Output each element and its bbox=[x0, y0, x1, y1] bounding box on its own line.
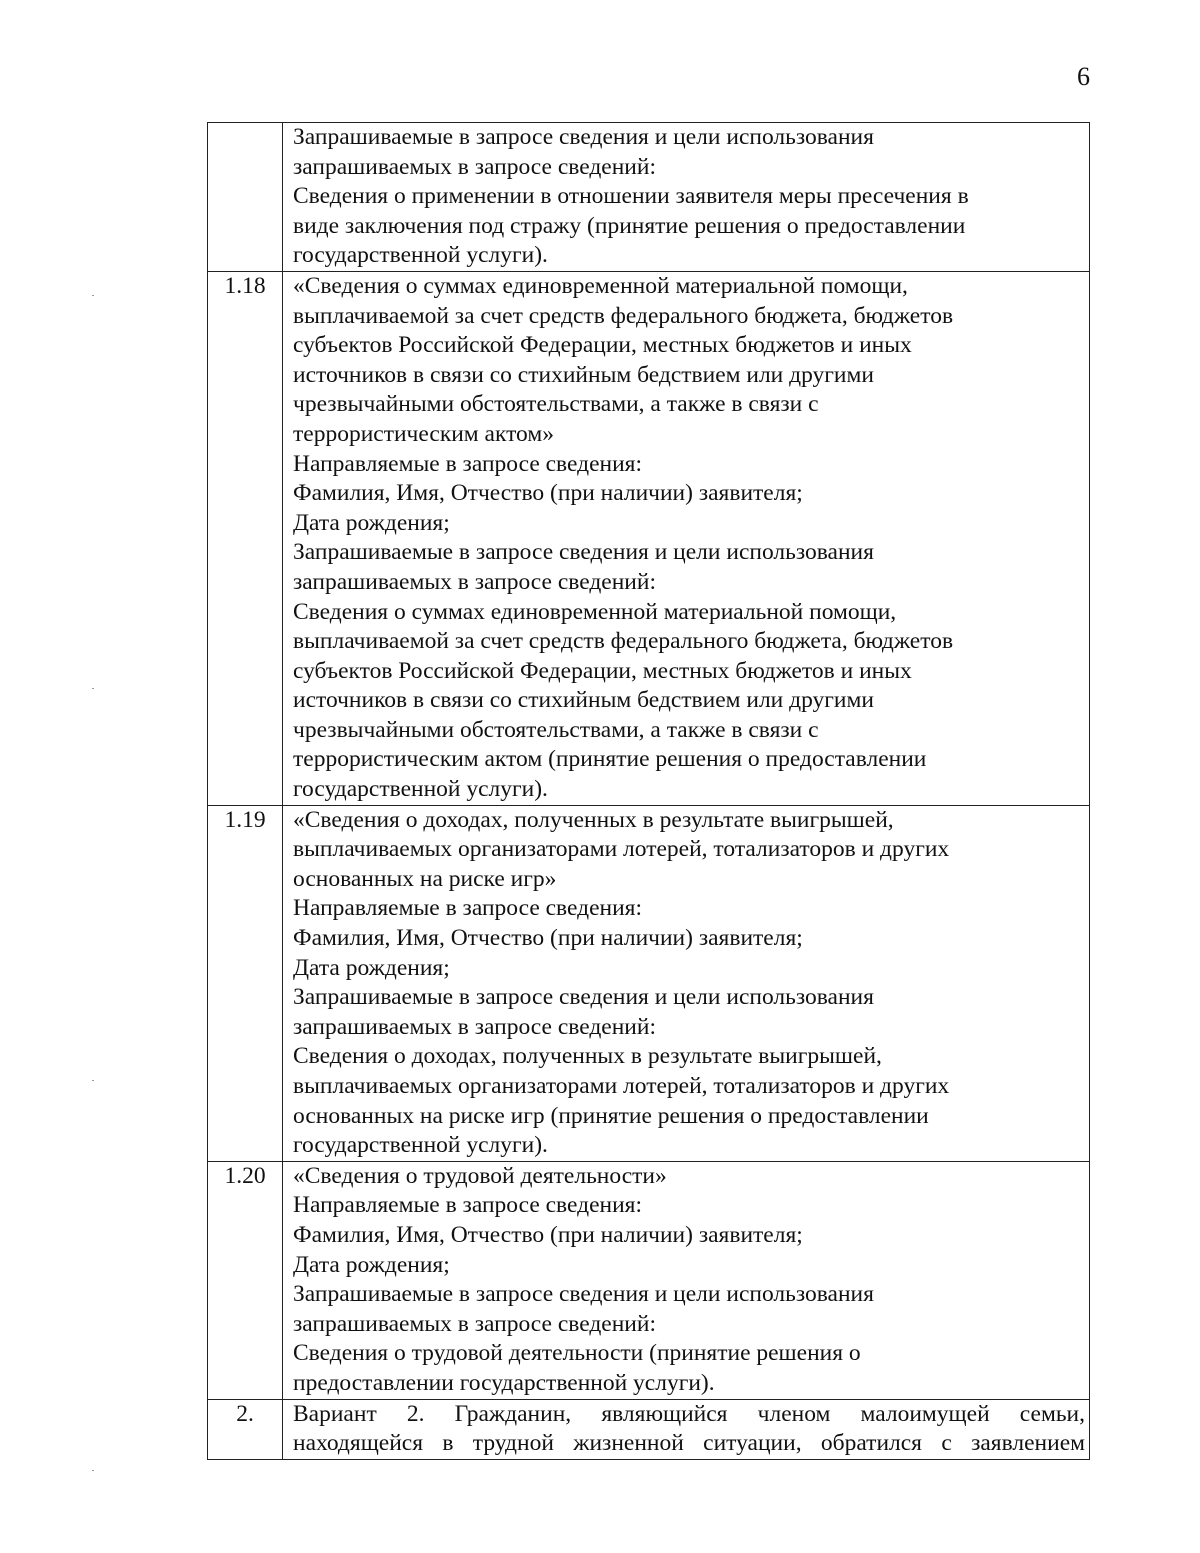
text-line: субъектов Российской Федерации, местных бюджетов и иных bbox=[293, 657, 912, 684]
row-number: 1.20 bbox=[208, 1161, 283, 1399]
text-line: «Сведения о трудовой деятельности» bbox=[293, 1162, 667, 1189]
text-line: запрашиваемых в запросе сведений: bbox=[293, 1013, 656, 1040]
table-row bbox=[208, 1399, 1090, 1459]
text-line: Направляемые в запросе сведения: bbox=[293, 450, 643, 477]
row-text bbox=[283, 1161, 1090, 1399]
text-line: Сведения о доходах, полученных в результате выигрышей, bbox=[293, 1043, 882, 1070]
table-row bbox=[208, 123, 1090, 272]
text-line: Направляемые в запросе сведения: bbox=[293, 895, 643, 922]
table-row bbox=[208, 805, 1090, 1161]
text-line: Дата рождения; bbox=[293, 1251, 450, 1278]
row-text bbox=[283, 271, 1090, 805]
text-line: государственной услуги). bbox=[293, 242, 548, 269]
table-row bbox=[208, 271, 1090, 805]
text-line: выплачиваемой за счет средств федерального бюджета, бюджетов bbox=[293, 302, 954, 329]
text-line: Сведения о трудовой деятельности (принятие решения о bbox=[293, 1340, 861, 1367]
text-line: предоставлении государственной услуги). bbox=[293, 1369, 715, 1396]
row-number: 1.18 bbox=[208, 271, 283, 805]
page-number: 6 bbox=[1077, 62, 1090, 91]
text-line: государственной услуги). bbox=[293, 776, 548, 803]
text-line: Сведения о применении в отношении заявителя меры пресечения в bbox=[293, 183, 969, 210]
text-line: Вариант 2. Гражданин, являющийся членом малоимущей семьи, bbox=[293, 1400, 1085, 1427]
table-row bbox=[208, 1161, 1090, 1399]
row-number: 2. bbox=[208, 1399, 283, 1459]
row-text bbox=[283, 123, 1090, 272]
text-line: Фамилия, Имя, Отчество (при наличии) заявителя; bbox=[293, 1221, 803, 1248]
text-line: террористическим актом» bbox=[293, 420, 554, 447]
text-line: выплачиваемых организаторами лотерей, тотализаторов и других bbox=[293, 1073, 950, 1099]
text-line: чрезвычайными обстоятельствами, а также в связи с bbox=[293, 716, 819, 743]
scan-speck bbox=[92, 688, 94, 689]
text-line: Сведения о суммах единовременной материальной помощи, bbox=[293, 598, 897, 625]
text-line: Запрашиваемые в запросе сведения и цели использования bbox=[293, 124, 874, 150]
text-line: Запрашиваемые в запросе сведения и цели использования bbox=[293, 539, 874, 566]
text-line: Фамилия, Имя, Отчество (при наличии) заявителя; bbox=[293, 925, 803, 952]
row-number bbox=[208, 123, 283, 272]
text-line: источников в связи со стихийным бедствием или другими bbox=[293, 687, 874, 714]
text-line: выплачиваемой за счет средств федерального бюджета, бюджетов bbox=[293, 628, 954, 655]
text-line: «Сведения о доходах, полученных в результате выигрышей, bbox=[293, 806, 894, 833]
row-number: 1.19 bbox=[208, 805, 283, 1161]
text-line: Направляемые в запросе сведения: bbox=[293, 1192, 643, 1219]
text-line: государственной услуги). bbox=[293, 1132, 548, 1159]
text-line: запрашиваемых в запросе сведений: bbox=[293, 568, 656, 595]
text-line: Запрашиваемые в запросе сведения и цели использования bbox=[293, 1281, 874, 1308]
scan-speck bbox=[92, 1080, 94, 1081]
document-table bbox=[207, 122, 1090, 1460]
text-line: Фамилия, Имя, Отчество (при наличии) заявителя; bbox=[293, 480, 803, 507]
text-line: Дата рождения; bbox=[293, 954, 450, 981]
text-line: «Сведения о суммах единовременной материальной помощи, bbox=[293, 272, 908, 299]
text-line: основанных на риске игр» bbox=[293, 865, 557, 892]
scan-speck bbox=[92, 1470, 94, 1471]
text-line: источников в связи со стихийным бедствием или другими bbox=[293, 361, 874, 388]
text-line: запрашиваемых в запросе сведений: bbox=[293, 1310, 656, 1337]
text-line: основанных на риске игр (принятие решения о предоставлении bbox=[293, 1102, 929, 1129]
text-line: Дата рождения; bbox=[293, 509, 450, 536]
row-text bbox=[283, 805, 1090, 1161]
text-line: запрашиваемых в запросе сведений: bbox=[293, 153, 656, 180]
scan-speck bbox=[92, 295, 94, 296]
text-line: чрезвычайными обстоятельствами, а также в связи с bbox=[293, 391, 819, 418]
text-line: виде заключения под стражу (принятие решения о предоставлении bbox=[293, 212, 966, 239]
text-line: субъектов Российской Федерации, местных бюджетов и иных bbox=[293, 332, 912, 359]
text-line: выплачиваемых организаторами лотерей, тотализаторов и других bbox=[293, 836, 950, 863]
text-line: Запрашиваемые в запросе сведения и цели использования bbox=[293, 984, 874, 1011]
text-line: террористическим актом (принятие решения о предоставлении bbox=[293, 746, 927, 773]
text-line: находящейся в трудной жизненной ситуации, обратился с заявлением bbox=[293, 1430, 1085, 1457]
row-text bbox=[283, 1399, 1090, 1459]
